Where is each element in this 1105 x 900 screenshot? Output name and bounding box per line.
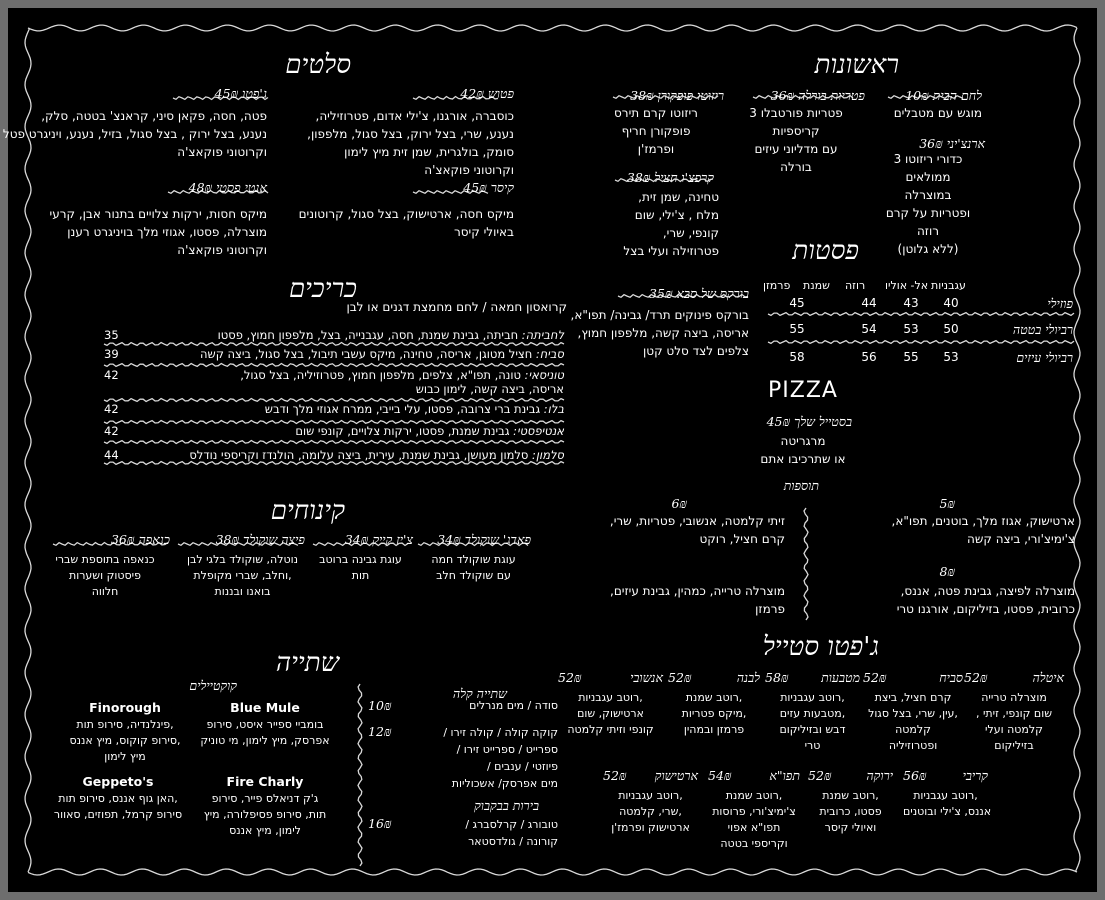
sandwich-row: סלמון: סלמון מעושן, גבינת שמנת, עירית, ביצה עלומה, הולנדז וקריספי נודלס 44 xyxy=(104,448,564,462)
cocktails-title: קוקטיילים xyxy=(189,678,237,693)
section-title-salads: סלטים xyxy=(285,50,351,80)
pizza-item: מטבעות 58₪ רוטב עגבניות, מטבעות עזים, דבש ובזיליקום טרי xyxy=(765,670,860,752)
item-desc-arancini: 3 כדורי ריזוטו ממולאים במוצרלה ופטריות על קרם רוזה (ללא גלוטן) xyxy=(885,152,971,256)
frame-border-right xyxy=(1074,28,1080,872)
section-title-pizza: PIZZA xyxy=(768,378,838,403)
topping-price-6: 6₪ xyxy=(671,496,687,511)
item-title-bread: לחם הבית 10₪ xyxy=(905,88,982,103)
pasta-row: 40 43 44 45 פוזילי xyxy=(789,296,1073,311)
item-desc-caesar: מיקס חסה, ארטישוק, בצל סגול, קרוטונים באיולי קיסר xyxy=(298,207,514,239)
cocktail-item: Fire Charly ג'ק דניאלס פייר, סירופ תות, סירופ פסיפלורה, מיץ לימון, מיץ אננס xyxy=(203,774,327,837)
section-title-geppetto-style: ג'פטו סטייל xyxy=(762,632,879,662)
section-title-pasta: פסטות xyxy=(792,236,859,266)
item-title-mushrooms: פטריות בורלה 36₪ xyxy=(770,88,865,103)
drink-group: 16₪ טובורג / קרלסברג / קורונה / גולדסטאר xyxy=(368,816,558,848)
drink-group: 12₪ קוקה קולה / קולה זירו / ספרייט / ספרייט זירו / פיוזטי / ענבים / מים אפרסק/ אשכוליות xyxy=(368,724,558,790)
pizza-item: תפו"א 54₪ רוטב שמנת, צ'ימיצ'ורי, פרוסות תפו"א אפוי וקריספי בטטה xyxy=(708,768,800,850)
item-desc-pizza-custom: מרגריטה או שתרכיבו אתם xyxy=(760,434,846,466)
item-desc-risotto: ריזוטו קרם תירס פופקורן חריף ופרמז'ן xyxy=(614,106,698,156)
sandwich-row: סביח: חציל מטוגן, אריסה, טחינה, מיקס עשבי תיבול, בצל סגול, ביצה קשה 39 xyxy=(104,347,564,361)
toppings-divider xyxy=(804,508,808,620)
frame-border-bottom xyxy=(28,869,1077,875)
pizza-toppings-title: תוספות xyxy=(783,478,819,493)
frame-border-top xyxy=(28,25,1077,31)
item-desc-fattoush: כוסברה, אורגנו, צ'ילי אדום, פטרוזיליה, נענע, שרי, בצל ירוק, בצל סגול, מלפפון, סומק, בולגרית, שמן זית מיץ לימון וקרוטוני פוקאצ'ה xyxy=(307,109,514,177)
pasta-row: 50 53 54 55 רביולי בטטה xyxy=(789,322,1073,337)
drinks-beer-title: בירות בבקבוק xyxy=(474,798,539,813)
cocktail-item: Geppeto's האן גוף אננס, סירופ תות, סירופ קרמל, תפוזים, סאוור xyxy=(53,774,183,821)
item-title-geppetto-salad: ג'פטו 45₪ xyxy=(214,86,267,101)
pizza-item: אנשובי 52₪ רוטב עגבניות, ארטישוק, שום קונפי וזיתי קלמטה xyxy=(558,670,663,736)
item-desc-burekas: בורקס פינוקים תרד/ גבינה/ תפו"א, אריסה, ביצה קשה, מלפפון חמוץ, צלפים לצד סלט קטן xyxy=(570,308,749,358)
item-desc-carpaccio: טחינה, שמן זית, מלח , צ'ילי, שום קונפי, שרי, פטרוזילה ועלי בצל xyxy=(623,190,719,258)
dessert-item: פיצה שוקולד 38₪ נוטלה, שוקולד בלגי לבן וחלב, שברי מקופלת, בואנו ובננות xyxy=(186,532,305,598)
cocktail-item: Finorough פינלנדיה, סירופ תות, סירופ קוקוס, מיץ אננס, מיץ לימון xyxy=(69,700,181,763)
sandwich-row: אנטיפסטי: גבינת שמנת, פסטו, ירקות צלויים, קונפי שום 42 xyxy=(104,424,564,438)
dessert-item: כנאפה 36₪ כנאפה בתוספת שברי פיסטוק ושערות חלווה xyxy=(55,532,170,598)
pizza-item: ארטישוק 52₪ רוטב עגבניות, שרי, קלמטה, ארטישוק ופרמז'ן xyxy=(603,768,698,834)
topping-list-5: ארטישוק, אגוז מלך, בוטנים, תפו"א, צ'ימיצ'ורי, ביצה קשה xyxy=(891,514,1075,546)
item-title-fattoush: פטוש 42₪ xyxy=(460,86,514,101)
item-title-risotto: ריזוטו פופקורן 38₪ xyxy=(630,88,724,103)
topping-price-8: 8₪ xyxy=(939,564,955,579)
sandwich-row: בלו: גבינת ברי צרובה, פסטו, עלי בייבי, ממרח אגוזי מלך ודבש 42 xyxy=(104,402,564,416)
pizza-item: סביח 52₪ קרם חציל, ביצת עין, שרי, בצל סגול, קלמטה ופטרוזיליה xyxy=(863,670,963,752)
topping-list-premium: מוצרלה טרייה, כמהין, גבינת עיזים, פרמזן xyxy=(610,584,785,616)
section-title-starters: ראשונות xyxy=(814,50,899,80)
item-title-antipasti-salad: אנטי פסטי 48₪ xyxy=(188,180,267,195)
item-title-carpaccio: קרפצ'ו חציל 38₪ xyxy=(626,170,714,185)
item-desc-mushrooms: 3 פטריות פורטבלו קריספיות עם מדליוני עיזים בורלה xyxy=(749,106,843,174)
pizza-item: ירוקה 52₪ רוטב שמנת, פסטו, כרובית ואיולי קיסר xyxy=(808,768,893,834)
pizza-item: קריבי 56₪ רוטב עגבניות, אננס, צ'ילי ובוטנים xyxy=(903,768,992,818)
topping-list-8: מוצרלה לפיצה, גבינת פטה, אננס, כרובית, פסטו, בזיליקום, אורגנו טרי xyxy=(896,584,1075,616)
pasta-divider xyxy=(768,341,1074,344)
sandwiches-subtitle: קרואסון חמאה / לחם מחמצת דגנים או לבן xyxy=(346,300,567,314)
pasta-row: 53 55 56 58 רביולי עיזים xyxy=(789,350,1073,365)
drink-group: 10₪ סודה / מים מנרלים xyxy=(368,698,558,713)
section-title-drinks: שתייה xyxy=(275,648,339,678)
cocktail-item: Blue Mule בומביי ספייר איסט, סירופ אפרסק, מיץ לימון, מי טוניק xyxy=(200,700,330,747)
topping-list-6: זיתי קלמטה, אנשובי, פטריות, שרי, קרם חציל, רוקט xyxy=(609,514,785,546)
sandwich-row: טוניסאי: טונה, תפו"א, צלפים, מלפפון חמוץ, פטרוזיליה, בצל סגול, אריסה, ביצה קשה, לימון כבוש 42 xyxy=(104,368,564,396)
drinks-cold-title: שתייה קלה xyxy=(452,686,507,701)
item-title-arancini: ארנצ'יני 36₪ xyxy=(919,136,985,151)
item-desc-antipasti-salad: מיקס חסות, ירקות צלויים בתנור אבן, קרעי מוצרלה, פסטו, אגוזי מלך בויניגרט רענן וקרוטוני פוקאצ'ה xyxy=(49,207,267,257)
sandwich-row: לחביתה: חביתה, גבינת שמנת, חסה, עגבנייה, בצל, מלפפון חמוץ, פסטו 35 xyxy=(104,328,564,342)
pizza-item: איטלה 52₪ מוצרלה טרייה , שום קונפי, זיתי קלמטה ועלי בזיליקום xyxy=(964,670,1064,752)
pizza-item: לבנה 52₪ רוטב שמנת, מיקס פטריות, פרמזן ובמהין xyxy=(668,670,760,736)
drinks-divider xyxy=(358,684,362,866)
item-title-burekas: בורקס של סבא 35₪ xyxy=(649,286,749,301)
item-desc-bread: מוגש עם מטבלים xyxy=(893,106,982,120)
dessert-item: פאדג' שוקולד 34₪ עוגת שוקולד חמה עם שוקולד חלב xyxy=(431,532,531,582)
item-title-pizza-custom: בסטייל שלך 45₪ xyxy=(766,414,852,429)
menu-board: ראשונות לחם הבית 10₪ מוגש עם מטבלים ארנצ'יני 36₪ 3 כדורי ריזוטו ממולאים במוצרלה ופטריות על קרם רוזה (ללא גלוטן) פטריות בורלה 36₪ 3 פטריות פורטבלו קריספיות עם מדליוני עיזים בורלה ריזוטו פופקורן 38₪ ריזוטו קרם תירס פופקורן חריף ופרמז'ן קרפצ'ו חציל 38₪ טחינה, שמן זית, מלח , צ'ילי, שום קונפי, שרי, פטרוזילה ועלי בצל סלטים פטוש 42₪ כוסברה, אורגנו, צ'ילי אדום, פטרוזיליה, נענע, שרי, בצל ירוק, בצל סגול, מלפפון, סומק, בולגרית, שמן זית מיץ לימון וקרוטוני פוקאצ'ה ג'פטו 45₪ פטה, חסה, פקאן סיני, קראנצ' בטטה, סלק, נענע, בצל ירוק , בצל סגול, בזיל, נענע, ויניגרט פטל וקרוטוני פוקאצ'ה קיסר 45₪ מיקס חסה, ארטישוק, בצל סגול, קרוטונים באיולי קיסר אנטי פסטי 48₪ מיקס חסות, ירקות צלויים בתנור אבן, קרעי מוצרלה, פסטו, אגוזי מלך בויניגרט רענן וקרוטוני פוקאצ'ה כריכים קרואסון חמאה / לחם מחמצת דגנים או לבן לחביתה: חביתה, גבינת שמנת, חסה, עגבנייה, בצל, מלפפון חמוץ, פסטו 35 סביח: חציל מטוגן, אריסה, טחינה, מיקס עשבי תיבול, בצל סגול, ביצה קשה 39 טוניסאי: טונה, תפו"א, צלפים, מלפפון חמוץ, פטרוזיליה, בצל סגול, אריסה, ביצה קשה, לימון כבוש 42 בלו: גבינת ברי צרובה, פסטו, עלי בייבי, ממרח אגוזי מלך ודבש 42 אנטיפסטי: גבינת שמנת, פסטו, ירקות צלויים, קונפי שום 42 סלמון: סלמון מעושן, גבינת שמנת, עירית, ביצה עלומה, הולנדז וקריספי נודלס 44 פסטות עגבניות אל- אוליו רוזה שמנת פרמזן 40 43 44 45 פוזילי 50 53 54 55 רביולי בטטה 53 55 56 58 רביולי עיזים בורקס של סבא 35₪ בורקס פינוקים תרד/ גבינה/ תפו"א, אריסה, ביצה קשה, מלפפון חמוץ, צלפים לצד סלט קטן PIZZA בסטייל שלך 45₪ מרגריטה או שתרכיבו אתם תוספות 5₪ ארטישוק, אגוז מלך, בוטנים, תפו"א, צ'ימיצ'ורי, ביצה קשה 6₪ זיתי קלמטה, אנשובי, פטריות, שרי, קרם חציל, רוקט 8₪ מוצרלה לפיצה, גבינת פטה, אננס, כרובית, פסטו, בזיליקום, אורגנו טרי מוצרלה טרייה, כמהין, גבינת עיזים, פרמזן ג'פטו סטייל איטלה 52₪ מוצרלה טרייה , שום קונפי, זיתי קלמטה ועלי בזיליקום סביח 52₪ קרם חציל, ביצת עין, שרי, בצל סגול, קלמטה ופטרוזיליה מטבעות 58₪ רוטב עגבניות, מטבעות עזים, דבש ובזיליקום טרי לבנה 52₪ רוטב שמנת, מיקס פטריות, פרמזן ובמהין אנשובי 52₪ רוטב עגבניות, ארטישוק, שום קונפי וזיתי קלמטה קריבי 56₪ רוטב עגבניות, אננס, צ'ילי ובוטנים ירוקה 52₪ רוטב שמנת, פסטו, כרובית ואיולי קיסר תפו"א 54₪ רוטב שמנת, צ'ימיצ'ורי, פרוסות תפו"א אפוי וקריספי בטטה ארטישוק 52₪ רוטב עגבניות, שרי, קלמטה, ארטישוק ופרמז'ן קינוחים פאדג' שוקולד 34₪ עוגת שוקולד חמה עם שוקולד חלב צ'יז קייק 34₪ עוגת גבינה ברוטב תות פיצה שוקולד 38₪ נוטלה, שוקולד בלגי לבן וחלב, שברי מקופלת, בואנו ובננות כנאפה 36₪ כנאפה בתוספת שברי פיסטוק ושערות חלווה שתייה שתייה קלה 10₪ סודה / מים מנרלים 12₪ קוקה קולה / קולה זירו / ספרייט / ספרייט זירו / פיוזטי / ענבים / מים אפרסק/ אשכוליות בירות בבקבוק 16₪ טובורג / קרלסברג / קורונה / גולדסטאר קוקטיילים Blue Mule בומביי ספייר איסט, סירופ אפרסק, מיץ לימון, מי טוניק Finorough פינלנדיה, סירופ תות, סירופ קוקוס, מיץ אננס, מיץ לימון Fire Charly ג'ק דניאלס פייר, סירופ תות, סירופ פסיפלורה, מיץ לימון, מיץ אננס Geppeto's האן גוף אננס, סירופ תות, סירופ קרמל, תפוזים, סאוור xyxy=(8,8,1097,892)
item-title-caesar: קיסר 45₪ xyxy=(463,180,514,195)
topping-price-5: 5₪ xyxy=(939,496,955,511)
dessert-item: צ'יז קייק 34₪ עוגת גבינה ברוטב תות xyxy=(319,532,413,582)
item-desc-geppetto-salad: פטה, חסה, פקאן סיני, קראנצ' בטטה, סלק, נענע, בצל ירוק , בצל סגול, בזיל, נענע, ויניגרט פטל וקרוטוני פוקאצ'ה xyxy=(2,109,267,159)
section-title-sandwiches: כריכים xyxy=(288,274,357,304)
section-title-desserts: קינוחים xyxy=(270,496,345,526)
